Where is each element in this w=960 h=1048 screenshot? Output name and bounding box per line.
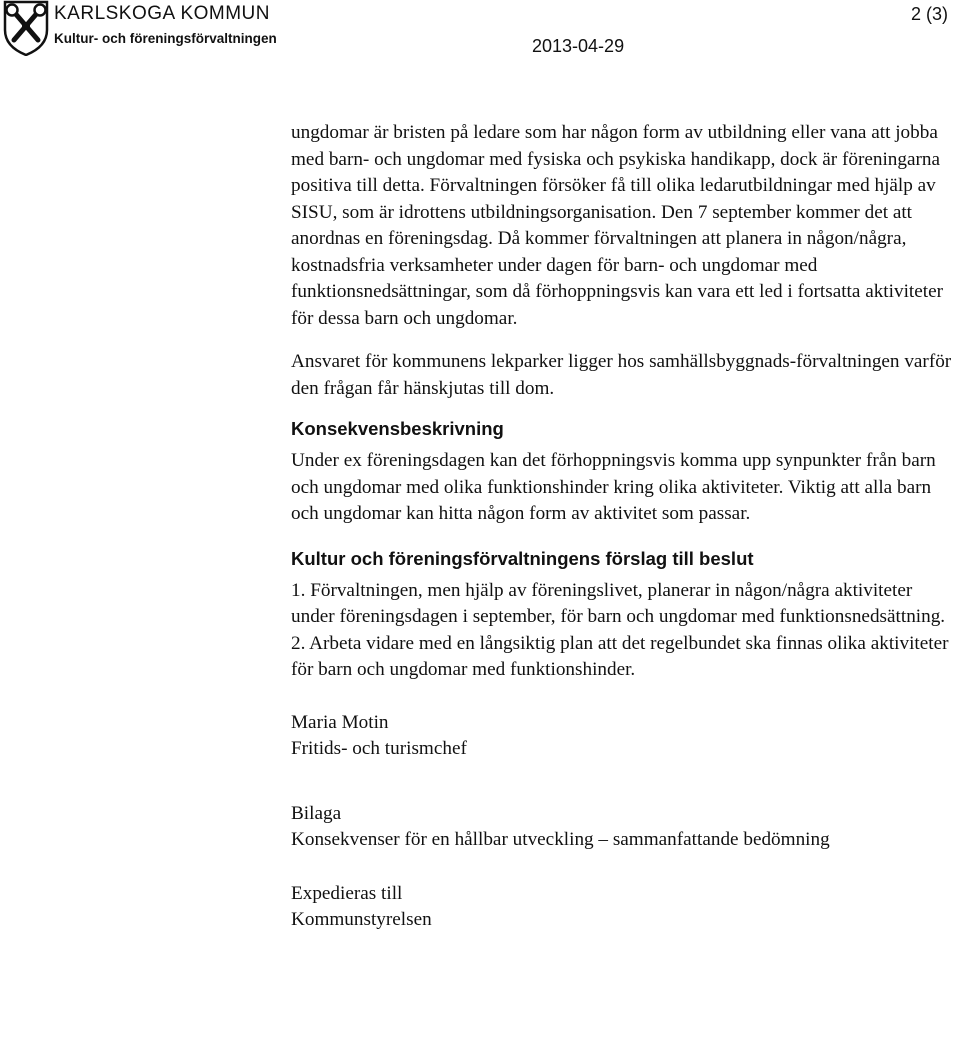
paragraph-playgrounds: Ansvaret för kommunens lekparker ligger hos samhällsbyggnads-förvaltningen varför den frågan får hänskjutas till dom. bbox=[291, 351, 952, 399]
proposal-item-1: 1. Förvaltningen, men hjälp av föreningslivet, planerar in någon/några aktiviteter under föreningsdagen i september, för barn och ungdomar med funktionsnedsättning. bbox=[291, 579, 946, 627]
signature-title: Fritids- och turismchef bbox=[291, 738, 467, 759]
dept-name: Kultur- och föreningsförvaltningen bbox=[54, 31, 277, 46]
document-body bbox=[291, 120, 956, 934]
page-header bbox=[0, 0, 960, 70]
signature-name: Maria Motin bbox=[291, 711, 389, 733]
coat-of-arms-icon bbox=[2, 0, 50, 56]
paragraph-background: ungdomar är bristen på ledare som har någon form av utbildning eller vana att jobba med barn- och ungdomar med fysiska och psykiska handikapp, dock är föreningarna positiva till detta. Förvaltningen försöker få till olika ledarutbildningar med hjälp av SISU, som är idrottens utbildningsorganisation. Den 7 september kommer det att anordnas en föreningsdag. Då kommer förvaltningen att planera in någon/några, kostnadsfria verksamheter under dagen för barn- och ungdomar med funktionsnedsättningar, som då förhoppningsvis kan vara ett led i fortsatta aktiviteter för dessa barn och ungdomar. bbox=[291, 122, 943, 329]
attachment-block bbox=[291, 801, 956, 854]
proposal-item-2: 2. Arbeta vidare med en långsiktig plan att det regelbundet ska finnas olika aktiviteter för barn och ungdomar med funktionshinder. bbox=[291, 632, 949, 680]
expedited-block bbox=[291, 881, 956, 934]
expedited-to: Kommunstyrelsen bbox=[291, 909, 432, 930]
signature-block bbox=[291, 710, 956, 763]
expedited-label: Expedieras till bbox=[291, 882, 403, 904]
document-date: 2013-04-29 bbox=[532, 36, 625, 56]
attachment-text: Konsekvenser för en hållbar utveckling – sammanfattande bedömning bbox=[291, 829, 830, 850]
paragraph-consequences: Under ex föreningsdagen kan det förhoppningsvis komma upp synpunkter från barn och ungdomar med olika funktionshinder kring olika aktiviteter. Viktig att alla barn och ungdomar kan hitta någon form av aktivitet som passar. bbox=[291, 450, 936, 524]
page-number: 2 (3) bbox=[910, 4, 948, 24]
org-name: KARLSKOGA KOMMUN bbox=[54, 3, 270, 24]
heading-proposal: Kultur och föreningsförvaltningens förslag till beslut bbox=[291, 547, 754, 569]
attachment-label: Bilaga bbox=[291, 802, 342, 824]
heading-consequences: Konsekvensbeskrivning bbox=[291, 418, 504, 439]
